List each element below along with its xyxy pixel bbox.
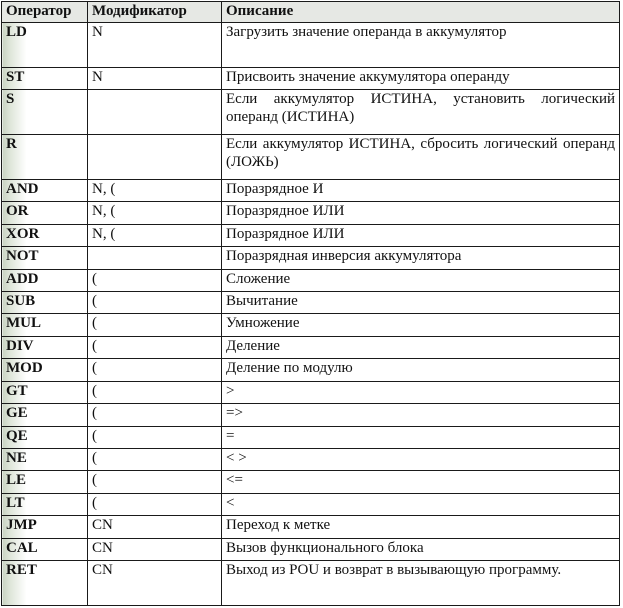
table-row: [2, 449, 620, 471]
operator-cell: GT: [2, 381, 88, 403]
modifier-cell: (: [88, 426, 222, 448]
table-row: [2, 90, 620, 135]
operator-cell: MOD: [2, 359, 88, 381]
operators-table: [1, 1, 620, 606]
table-row: [2, 538, 620, 560]
operator-cell: JMP: [2, 516, 88, 538]
table-row: [2, 336, 620, 358]
table-row: [2, 224, 620, 246]
table-row: [2, 135, 620, 180]
description-cell: Поразрядное ИЛИ: [222, 224, 620, 246]
header-description: Описание: [222, 2, 620, 23]
description-cell: =>: [222, 404, 620, 426]
table-row: [2, 202, 620, 224]
modifier-cell: N: [88, 23, 222, 68]
table-row: [2, 247, 620, 269]
operator-cell: LE: [2, 471, 88, 493]
header-modifier: Модификатор: [88, 2, 222, 23]
operator-cell: NOT: [2, 247, 88, 269]
description-cell: Если аккумулятор ИСТИНА, установить логический операнд (ИСТИНА): [222, 90, 620, 135]
table-row: [2, 404, 620, 426]
table-row: [2, 292, 620, 314]
description-cell: Загрузить значение операнда в аккумулятор: [222, 23, 620, 68]
header-row: [2, 2, 620, 23]
modifier-cell: (: [88, 336, 222, 358]
description-cell: Поразрядное ИЛИ: [222, 202, 620, 224]
description-cell: Выход из POU и возврат в вызывающую программу.: [222, 561, 620, 606]
modifier-cell: N, (: [88, 202, 222, 224]
table-row: [2, 561, 620, 606]
operator-cell: MUL: [2, 314, 88, 336]
description-cell: >: [222, 381, 620, 403]
modifier-cell: CN: [88, 561, 222, 606]
operator-cell: DIV: [2, 336, 88, 358]
table-row: [2, 269, 620, 291]
table-row: [2, 67, 620, 89]
operator-cell: OR: [2, 202, 88, 224]
table-row: [2, 471, 620, 493]
description-cell: Поразрядная инверсия аккумулятора: [222, 247, 620, 269]
modifier-cell: (: [88, 359, 222, 381]
description-cell: Если аккумулятор ИСТИНА, сбросить логический операнд (ЛОЖЬ): [222, 135, 620, 180]
modifier-cell: CN: [88, 516, 222, 538]
operator-cell: S: [2, 90, 88, 135]
description-cell: Умножение: [222, 314, 620, 336]
modifier-cell: (: [88, 292, 222, 314]
table-row: [2, 179, 620, 201]
modifier-cell: (: [88, 493, 222, 515]
modifier-cell: [88, 247, 222, 269]
operator-cell: LT: [2, 493, 88, 515]
description-cell: < >: [222, 449, 620, 471]
modifier-cell: (: [88, 269, 222, 291]
table-body: [2, 23, 620, 606]
operator-cell: ST: [2, 67, 88, 89]
description-cell: =: [222, 426, 620, 448]
table-row: [2, 314, 620, 336]
table-row: [2, 381, 620, 403]
operator-cell: RET: [2, 561, 88, 606]
modifier-cell: N: [88, 67, 222, 89]
table-row: [2, 516, 620, 538]
modifier-cell: (: [88, 314, 222, 336]
modifier-cell: N, (: [88, 179, 222, 201]
description-cell: Деление: [222, 336, 620, 358]
operator-cell: XOR: [2, 224, 88, 246]
modifier-cell: CN: [88, 538, 222, 560]
description-cell: <: [222, 493, 620, 515]
modifier-cell: [88, 135, 222, 180]
modifier-cell: (: [88, 471, 222, 493]
operator-cell: AND: [2, 179, 88, 201]
table-row: [2, 426, 620, 448]
description-cell: Переход к метке: [222, 516, 620, 538]
description-cell: Присвоить значение аккумулятора операнду: [222, 67, 620, 89]
operator-cell: GE: [2, 404, 88, 426]
operator-cell: ADD: [2, 269, 88, 291]
operator-cell: SUB: [2, 292, 88, 314]
modifier-cell: (: [88, 449, 222, 471]
operator-cell: LD: [2, 23, 88, 68]
table-header: [2, 2, 620, 23]
operator-cell: NE: [2, 449, 88, 471]
description-cell: Вычитание: [222, 292, 620, 314]
header-operator: Оператор: [2, 2, 88, 23]
table-row: [2, 359, 620, 381]
modifier-cell: (: [88, 404, 222, 426]
table-row: [2, 493, 620, 515]
description-cell: <=: [222, 471, 620, 493]
modifier-cell: (: [88, 381, 222, 403]
operator-cell: QE: [2, 426, 88, 448]
description-cell: Сложение: [222, 269, 620, 291]
modifier-cell: [88, 90, 222, 135]
description-cell: Вызов функционального блока: [222, 538, 620, 560]
description-cell: Поразрядное И: [222, 179, 620, 201]
operator-cell: R: [2, 135, 88, 180]
table-row: [2, 23, 620, 68]
operator-cell: CAL: [2, 538, 88, 560]
description-cell: Деление по модулю: [222, 359, 620, 381]
modifier-cell: N, (: [88, 224, 222, 246]
